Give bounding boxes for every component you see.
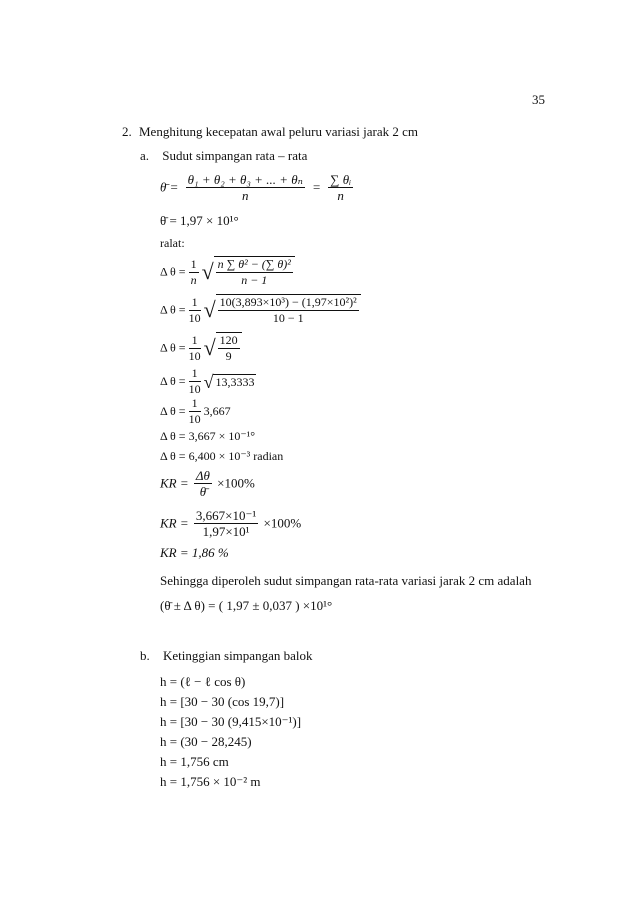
err2-numerator: 10(3,893×10³) − (1,97×10²)²	[219, 295, 357, 309]
height-line-4: h = (30 − 28,245)	[160, 734, 252, 749]
height-line-2: h = [30 − 30 (cos 19,7)]	[160, 694, 285, 709]
err1-numerator: n ∑ θ² − (∑ θ)²	[217, 257, 291, 271]
kr-result: KR = 1,86 %	[160, 545, 229, 560]
section-number: 2.	[122, 124, 132, 139]
error-line-3: Δ θ = $\frac{1}{10}$ √ $\frac{120}{9}$	[160, 332, 242, 364]
part-b-title: Ketinggian simpangan balok	[163, 648, 313, 663]
kr2-tail: ×100%	[263, 515, 302, 531]
error-line-4: Δ θ = $\frac{1}{10}$ √ 13,3333	[160, 366, 255, 396]
kr2-denominator: 1,97×10¹	[202, 524, 250, 539]
kr1-tail: ×100%	[217, 475, 255, 491]
err1-denominator: n − 1	[241, 273, 268, 287]
error-line-7: Δ θ = 6,400 × 10⁻³ radian	[160, 449, 284, 463]
mean-sum-denominator: n	[337, 188, 344, 203]
section-heading	[122, 124, 418, 140]
mean-denominator: n	[242, 188, 249, 203]
part-a-heading	[140, 148, 307, 164]
kr-line-1: KR = $\frac{\Delta\theta}{\thetā}$ ×100%	[160, 468, 255, 499]
error-line-5: Δ θ = $\frac{1}{10}$ 3,667	[160, 396, 231, 426]
part-a-title: Sudut simpangan rata – rata	[162, 148, 308, 163]
err3-denominator: 9	[225, 349, 232, 363]
part-a-label: a.	[140, 148, 150, 163]
height-line-5: h = 1,756 cm	[160, 754, 229, 769]
kr2-numerator: 3,667×10⁻¹	[195, 508, 257, 523]
kr-line-2: KR = $\frac{\text{3,667×10⁻¹}}{\text{1,97×10¹}}$ ×100%	[160, 508, 302, 539]
ralat-label: ralat:	[160, 236, 185, 250]
section-title: Menghitung kecepatan awal peluru variasi jarak 2 cm	[139, 124, 419, 139]
mean-formula: θ̄ = $\frac{\text{θ₁ + θ₂ + θ₃ + ... + θₙ}}{n}$ = $\frac{\text{∑ θᵢ}}{n}$	[160, 172, 352, 203]
conclusion-text: Sehingga diperoleh sudut simpangan rata-rata variasi jarak 2 cm adalah	[160, 573, 532, 588]
mean-sum-numerator: ∑ θᵢ	[330, 172, 352, 187]
mean-numerator: θ₁ + θ₂ + θ₃ + ... + θₙ	[187, 172, 303, 187]
err2-denominator: 10 − 1	[272, 311, 304, 325]
height-line-3: h = [30 − 30 (9,415×10⁻¹)]	[160, 714, 302, 729]
part-b-heading	[140, 648, 312, 664]
err4-radicand: 13,3333	[215, 374, 255, 389]
part-b-label: b.	[140, 648, 150, 663]
kr1-denominator: θ̄	[199, 484, 207, 499]
kr1-numerator: Δθ	[195, 468, 210, 483]
page-number: 35	[532, 92, 545, 107]
err5-value: 3,667	[203, 404, 231, 418]
mean-result: θ̄ = 1,97 × 10¹°	[160, 213, 239, 228]
conclusion-formula: (θ̄ ± Δ θ) = ( 1,97 ± 0,037 ) ×10¹°	[160, 598, 333, 613]
height-line-6: h = 1,756 × 10⁻² m	[160, 774, 261, 789]
error-line-1: Δ θ = $\frac{1}{n}$ √ $\frac{\text{n ∑ θ² − (∑ θ)²}}{n - 1}$	[160, 256, 295, 288]
height-line-1: h = (ℓ − ℓ cos θ)	[160, 674, 246, 689]
error-line-2: Δ θ = $\frac{1}{10}$ √ $\frac{\text{10(3,893×10³) − (1,97×10²)²}}{10 - 1}$	[160, 294, 361, 326]
err3-numerator: 120	[219, 333, 238, 347]
error-line-6: Δ θ = 3,667 × 10⁻¹°	[160, 429, 256, 443]
